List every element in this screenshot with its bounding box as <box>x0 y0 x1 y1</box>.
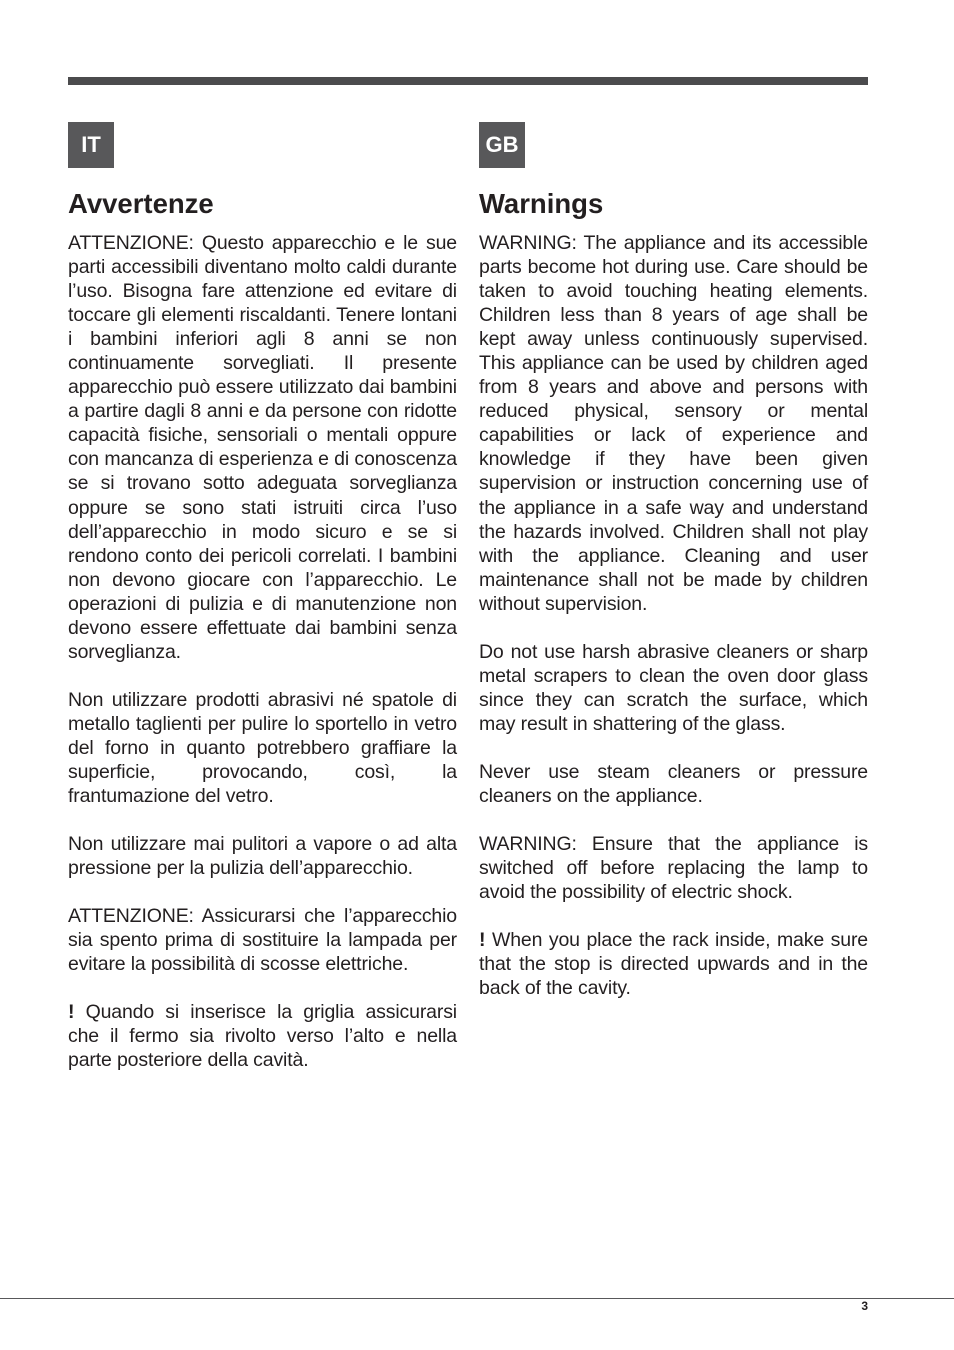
paragraph-it-4: ATTENZIONE: Assicurarsi che l’apparecchio sia spento prima di sostituire la lampada per evitare la possibilità di scosse elettriche. <box>68 905 457 976</box>
body-text-gb <box>479 231 868 1000</box>
top-rule <box>68 77 868 85</box>
bottom-rule <box>0 1298 954 1299</box>
paragraph-it-5-text: Quando si inserisce la griglia assicurarsi che il fermo sia rivolto verso l’alto e nella parte posteriore della cavità. <box>68 1001 457 1072</box>
paragraph-it-5 <box>68 1000 457 1072</box>
section-title-it: Avvertenze <box>68 188 214 219</box>
column-it <box>68 122 457 1096</box>
paragraph-it-1: ATTENZIONE: Questo apparecchio e le sue parti accessibili diventano molto caldi durante l’uso. Bisogna fare attenzione ed evitare di toccare gli elementi riscaldanti. Tenere lontani i bambini inferiori agli 8 anni se non continuamente sorvegliati. Il presente apparecchio può essere utilizzato dai bambini a partire dagli 8 anni e da persone con ridotte capacità fisiche, sensoriali o mentali oppure con mancanza di esperienza e di conoscenza se si trovano sotto adeguata sorveglianza oppure se sono stati istruiti circa l’uso dell’apparecchio in modo sicuro e se si rendono conto dei pericoli correlati. I bambini non devono giocare con l’apparecchio. Le operazioni di pulizia e di manutenzione non devono essere effettuate dai bambini senza sorveglianza. <box>68 232 457 663</box>
column-gb <box>479 122 868 1024</box>
page-number: 3 <box>861 1299 868 1313</box>
paragraph-gb-4: WARNING: Ensure that the appliance is switched off before replacing the lamp to avoid the possibility of electric shock. <box>479 833 868 904</box>
exclamation-mark: ! <box>68 1001 75 1024</box>
paragraph-it-2: Non utilizzare prodotti abrasivi né spatole di metallo taglienti per pulire lo sportello in vetro del forno in quanto potrebbero graffiare la superficie, provocando, così, la frantumazione del vetro. <box>68 688 457 808</box>
lang-badge-it: IT <box>68 122 114 168</box>
paragraph-it-3: Non utilizzare mai pulitori a vapore o ad alta pressione per la pulizia dell’apparecchio. <box>68 833 457 880</box>
exclamation-mark: ! <box>479 929 486 952</box>
paragraph-gb-2: Do not use harsh abrasive cleaners or sharp metal scrapers to clean the oven door glass since they can scratch the surface, which may result in shattering of the glass. <box>479 640 868 735</box>
paragraph-gb-5-text: When you place the rack inside, make sure that the stop is directed upwards and in the back of the cavity. <box>479 929 868 1000</box>
section-title-gb: Warnings <box>479 188 604 219</box>
lang-badge-gb: GB <box>479 122 525 168</box>
paragraph-gb-1: WARNING: The appliance and its accessible parts become hot during use. Care should be taken to avoid touching heating elements. Children less than 8 years of age shall be kept away unless continuously supervised. This appliance can be used by children aged from 8 years and above and persons with reduced physical, sensory or mental capabilities or lack of experience and knowledge if they have been given supervision or instruction concerning use of the appliance in a safe way and understand the hazards involved. Children shall not play with the appliance. Cleaning and user maintenance shall not be made by children without supervision. <box>479 232 868 615</box>
paragraph-gb-5 <box>479 928 868 1000</box>
body-text-it <box>68 231 457 1072</box>
paragraph-gb-3: Never use steam cleaners or pressure cleaners on the appliance. <box>479 760 868 807</box>
